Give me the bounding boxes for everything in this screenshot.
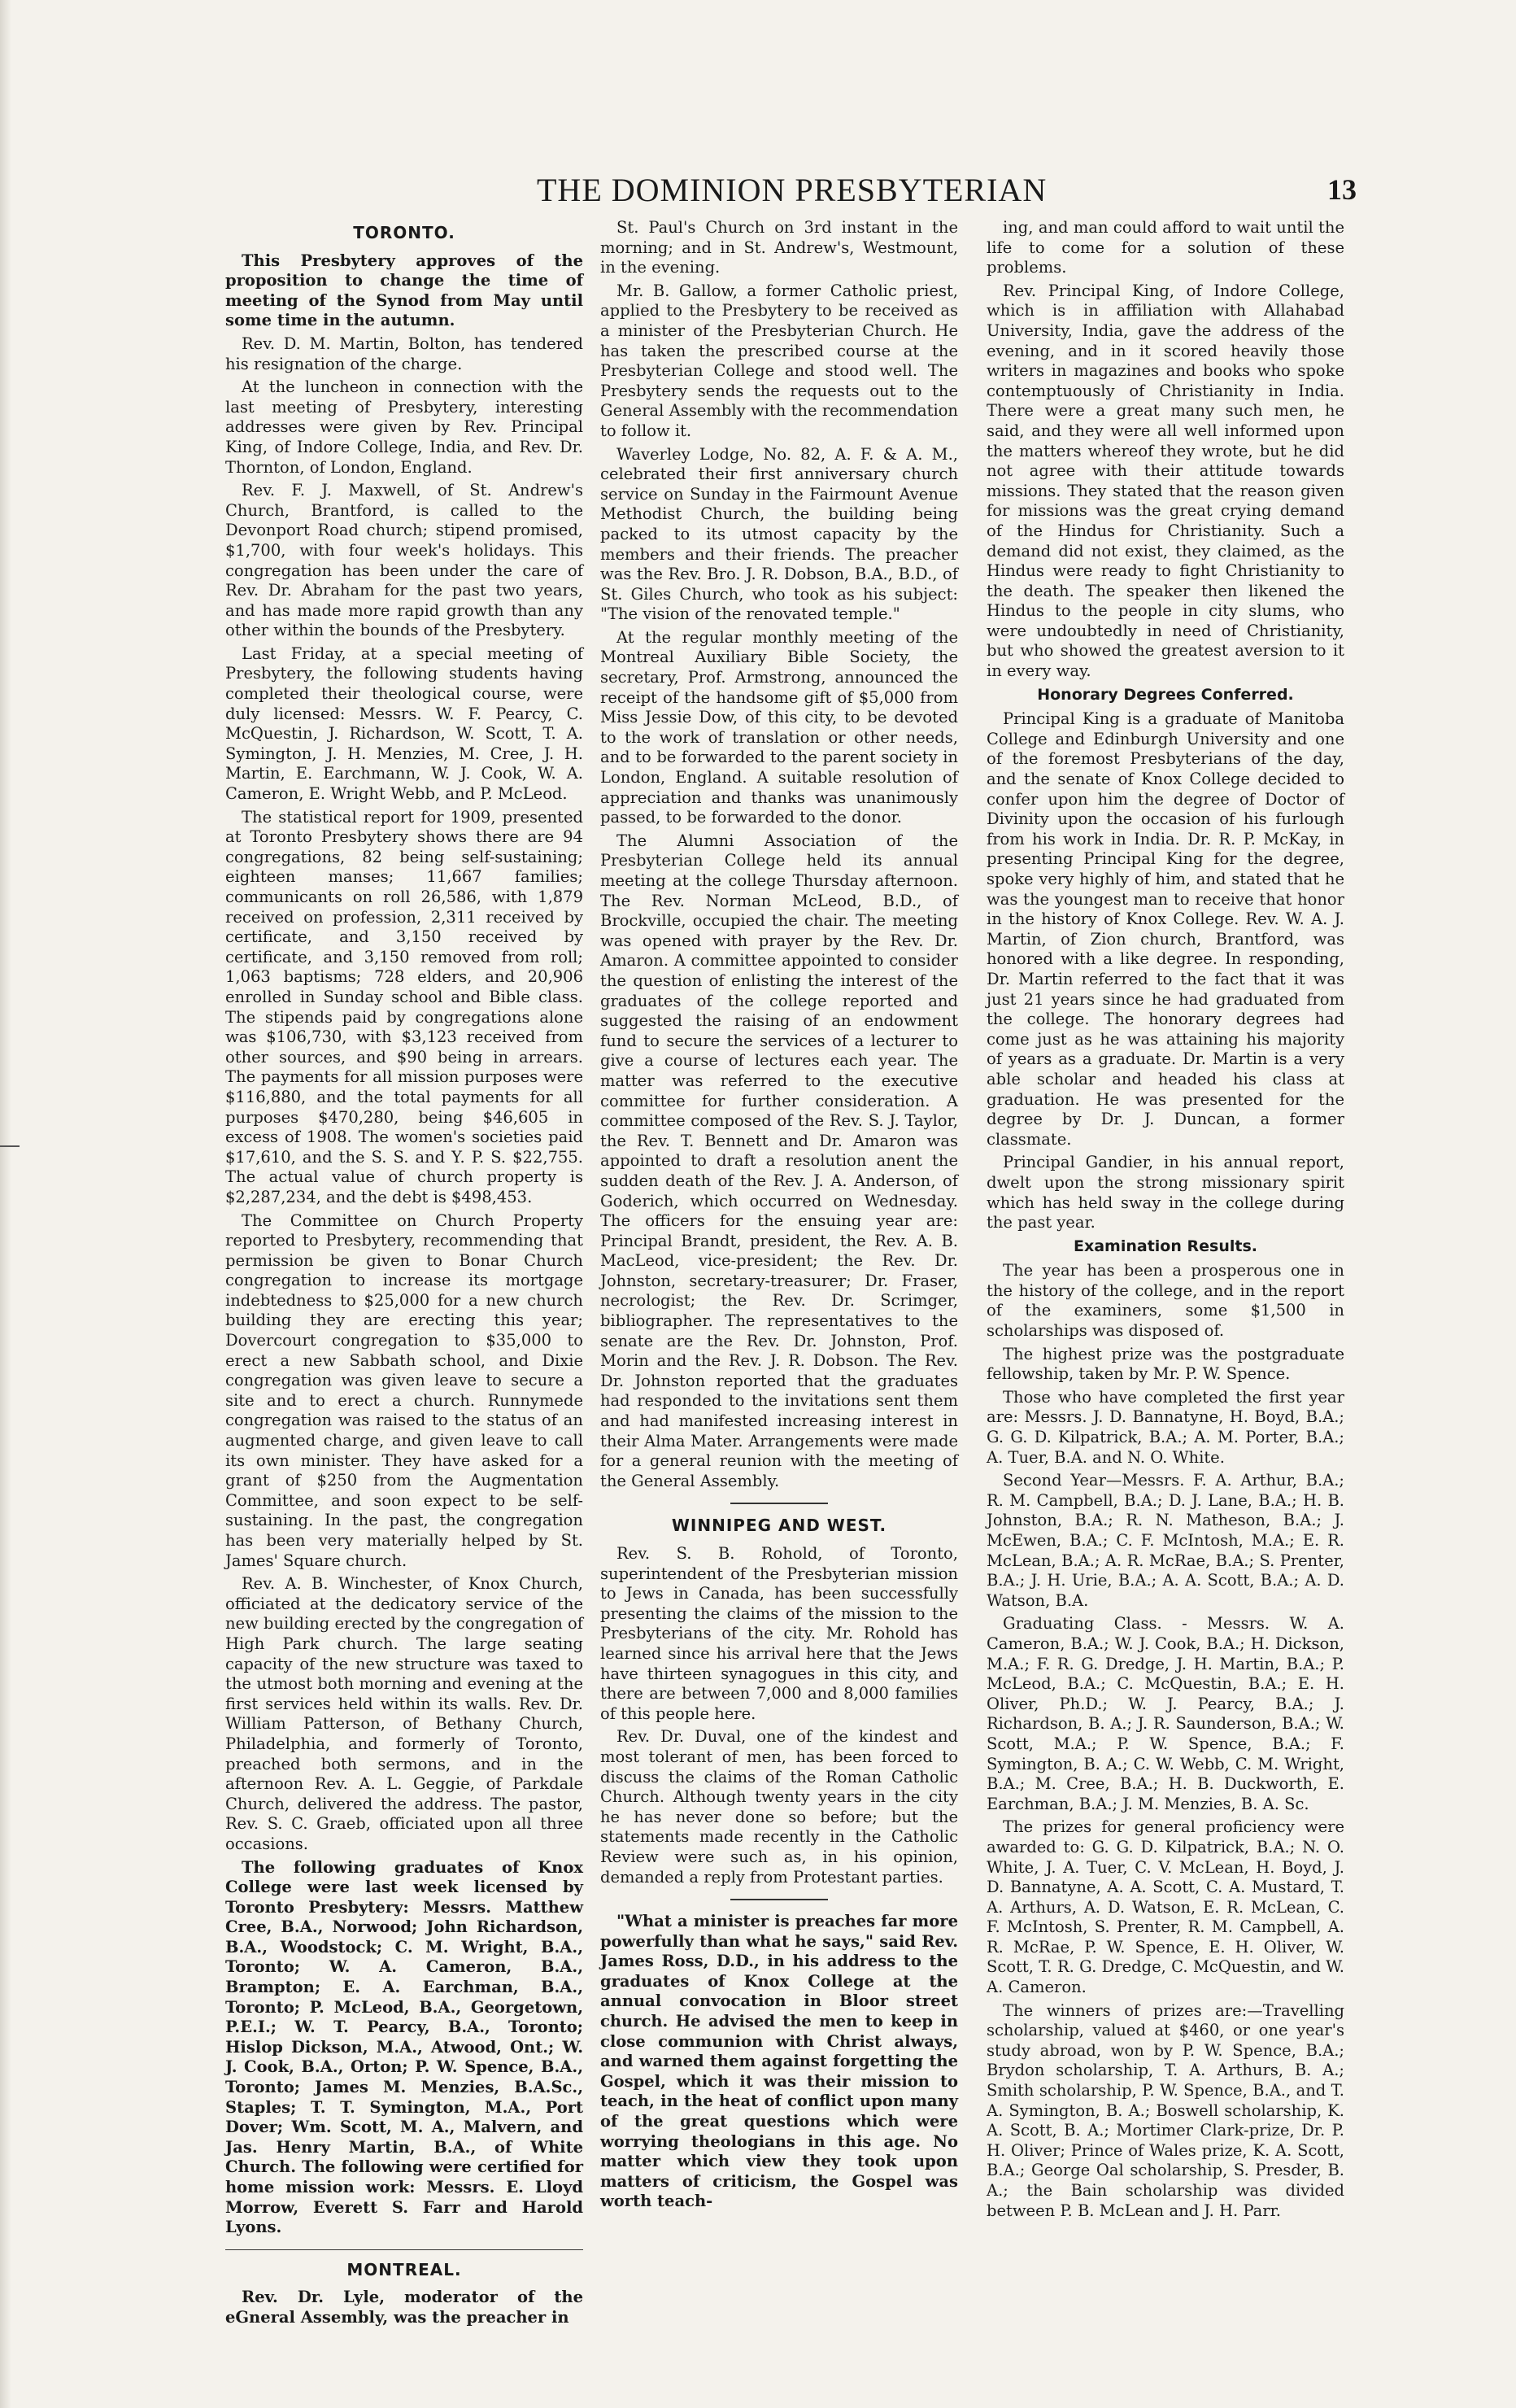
paragraph: The Alumni Association of the Presbyterian College held its annual meeting at the college Thursday afternoon. The Rev. Norman McLeod, B.D., of Brockville, occupied the chair. The meeting was opened with prayer by the Rev. Dr. Amaron. A committee appointed to consider the question of enlisting the interest of the graduates of the college reported and suggested the raising of an endowment fund to secure the services of a lecturer to give a course of lectures each year. The matter was referred to the executive committee for further consideration. A committee composed of the Rev. S. J. Taylor, the Rev. T. Bennett and Dr. Amaron was appointed to draft a resolution anent the sudden death of the Rev. J. A. Anderson, of Goderich, which occurred on Wednesday. The officers for the ensuing year are: Principal Brandt, president, the Rev. A. B. MacLeod, vice-president; the Rev. Dr. Johnston, secretary-treasurer; Dr. Fraser, necrologist; the Rev. Dr. Scrimger, bibliographer. The representatives to the senate are the Rev. Dr. Johnston, Prof. Morin and the Rev. J. R. Dobson. The Rev. Dr. Johnston reported that the graduates had responded to the invitations sent them and had manifested increasing interest in their Alma Mater. Arrangements were made for a general reunion with the meeting of the General Assembly. (600, 831, 958, 1490)
paragraph: Graduating Class. - Messrs. W. A. Cameron, B.A.; W. J. Cook, B.A.; H. Dickson, M.A.; F. R. G. Dredge, J. H. Martin, B.A.; P. McLeod, B.A.; C. McQuestin, B.A.; E. H. Oliver, Ph.D.; W. J. Pearcy, B.A.; J. Richardson, B. A.; J. R. Saunderson, B.A.; W. Scott, M.A.; P. W. Spence, B.A.; F. Symington, B. A.; C. W. Webb, C. M. Wright, B.A.; M. Cree, B.A.; H. B. Duckworth, E. Earchman, B.A.; J. M. Menzies, B. A. Sc. (987, 1614, 1344, 1813)
masthead: THE DOMINION PRESBYTERIAN (537, 172, 1048, 208)
paragraph: Rev. Dr. Lyle, moderator of the eGneral Assembly, was the preacher in (225, 2288, 583, 2327)
paragraph: Rev. S. B. Rohold, of Toronto, superintendent of the Presbyterian mission to Jews in Canada, has been successfully presenting the claims of the mission to the Presbyterians of the city. Mr. Rohold has learned since his arrival here that the Jews have thirteen synagogues in this city, and there are between 7,000 and 8,000 families of this people here. (600, 1544, 958, 1723)
paragraph: St. Paul's Church on 3rd instant in the morning; and in St. Andrew's, Westmount, in the evening. (600, 218, 958, 277)
paragraph: Last Friday, at a special meeting of Presbytery, the following students having completed their theological course, were duly licensed: Messrs. W. F. Pearcy, C. McQuestin, J. Richardson, W. Scott, T. A. Symington, J. H. Menzies, M. Cree, J. H. Martin, E. Earchmann, W. J. Cook, W. A. Cameron, E. Wright Webb, and P. McLeod. (225, 643, 583, 804)
paragraph: The statistical report for 1909, presented at Toronto Presbytery shows there are 94 congregations, 82 being self-sustaining; eighteen manses; 11,667 families; communicants on roll 26,586, with 1,879 received on profession, 2,311 received by certificate, and 3,150 received by certificate, and 3,150 removed from roll; 1,063 baptisms; 728 elders, and 20,906 enrolled in Sunday school and Bible class. The stipends paid by congregations alone was $106,730, with $3,123 received from other sources, and $90 being in arrears. The payments for all mission purposes were $116,880, and the total payments for all purposes $470,280, being $46,605 in excess of 1908. The women's societies paid $17,610, and the S. S. and Y. P. S. $22,755. The actual value of church property is $2,287,234, and the debt is $498,453. (225, 807, 583, 1206)
paragraph: Rev. F. J. Maxwell, of St. Andrew's Church, Brantford, is called to the Devonport Road church; stipend promised, $1,700, with four week's holidays. This congregation has been under the care of Rev. Dr. Abraham for the past two years, and has made more rapid growth than any other within the bounds of the Presbytery. (225, 481, 583, 640)
page-number: 13 (1327, 173, 1357, 206)
paragraph: Waverley Lodge, No. 82, A. F. & A. M., celebrated their first anniversary church service on Sunday in the Fairmount Avenue Methodist Church, the building being packed to its utmost capacity by the members and their friends. The preacher was the Rev. Bro. J. R. Dobson, B.A., B.D., of St. Giles Church, who took as his subject: "The vision of the renovated temple." (600, 444, 958, 624)
subheading-honorary-degrees: Honorary Degrees Conferred. (1037, 685, 1294, 704)
paragraph: Mr. B. Gallow, a former Catholic priest, applied to the Presbytery to be received as a minister of the Presbyterian Church. He has taken the prescribed course at the Presbyterian College and stood well. The Presbytery sends the requests out to the General Assembly with the recommendation to follow it. (600, 281, 958, 440)
section-heading-toronto: TORONTO. (353, 223, 455, 242)
column-1 (225, 218, 583, 2332)
column-2 (600, 218, 958, 2215)
subheading-examination-results: Examination Results. (1074, 1237, 1257, 1255)
paragraph: Principal Gandier, in his annual report, dwelt upon the strong missionary spirit which has held sway in the college during the past year. (987, 1153, 1344, 1232)
paragraph: The year has been a prosperous one in the history of the college, and in the report of the examiners, some $1,500 in scholarships was disposed of. (987, 1261, 1344, 1341)
column-3 (987, 218, 1344, 2224)
paragraph: Rev. Dr. Duval, one of the kindest and most tolerant of men, has been forced to discuss the claims of the Roman Catholic Church. Although twenty years in the city he has never done so before; but the statements made recently in the Catholic Review were such as, in his opinion, demanded a reply from Protestant parties. (600, 1727, 958, 1887)
paragraph: Rev. D. M. Martin, Bolton, has tendered his resignation of the charge. (225, 334, 583, 373)
section-divider (730, 1503, 828, 1504)
paragraph: Those who have completed the first year are: Messrs. J. D. Bannatyne, H. Boyd, B.A.; G. G. D. Kilpatrick, B.A.; A. M. Porter, B.A.; A. Tuer, B.A. and N. O. White. (987, 1387, 1344, 1467)
section-heading-winnipeg: WINNIPEG AND WEST. (671, 1516, 887, 1536)
paragraph: The winners of prizes are:—Travelling scholarship, valued at $460, or one year's study abroad, won by P. W. Spence, B.A.; Brydon scholarship, T. A. Arthurs, B. A.; Smith scholarship, P. W. Spence, B.A., and T. A. Symington, B. A.; Boswell scholarship, K. A. Scott, B. A.; Mortimer Clark-prize, Dr. P. H. Oliver; Prince of Wales prize, K. A. Scott, B.A.; George Oal scholarship, S. Presder, B. A.; the Bain scholarship was divided between P. B. McLean and J. H. Parr. (987, 2000, 1344, 2220)
paragraph: At the regular monthly meeting of the Montreal Auxiliary Bible Society, the secretary, Prof. Armstrong, announced the receipt of the handsome gift of $5,000 from Miss Jessie Dow, of this city, to be devoted to the work of translation or other needs, and to be forwarded to the parent society in London, England. A suitable resolution of appreciation and thanks was unanimously passed, to be forwarded to the donor. (600, 627, 958, 827)
paragraph: "What a minister is preaches far more powerfully than what he says," said Rev. James Ross, D.D., in his address to the graduates of Knox College at the annual convocation in Bloor street church. He advised the men to keep in close communion with Christ always, and warned them against forgetting the Gospel, which it was their mission to teach, in the heat of conflict upon many of the great questions which were worrying theologians in this age. No matter which view they took upon matters of criticism, the Gospel was worth teach- (600, 1912, 958, 2211)
section-heading-montreal: MONTREAL. (346, 2259, 462, 2279)
paragraph: The Committee on Church Property reported to Presbytery, recommending that permission be given to Bonar Church congregation to increase its mortgage indebtedness to $25,000 for a new church building they are erecting this year; Dovercourt congregation to $35,000 to erect a new Sabbath school, and Dixie congregation was given leave to secure a site and to erect a church. Runnymede congregation was raised to the status of an augmented charge, and given leave to call its own minister. They have asked for a grant of $250 from the Augmentation Committee, and soon expect to be self-sustaining. In the past, the congregation has been very materially helped by St. James' Square church. (225, 1211, 583, 1570)
paragraph: At the luncheon in connection with the last meeting of Presbytery, interesting addresses were given by Rev. Principal King, of Indore College, India, and Rev. Dr. Thornton, of London, England. (225, 377, 583, 477)
paragraph: The highest prize was the postgraduate fellowship, taken by Mr. P. W. Spence. (987, 1344, 1344, 1384)
paragraph: Second Year—Messrs. F. A. Arthur, B.A.; R. M. Campbell, B.A.; D. J. Lane, B.A.; H. B. Johnston, B.A.; R. N. Matheson, B.A.; J. McEwen, B.A.; C. F. McIntosh, M.A.; E. R. McLean, B.A.; A. R. McRae, B.A.; S. Prenter, B.A.; J. H. Urie, B.A.; A. A. Scott, B.A.; A. D. Watson, B.A. (987, 1471, 1344, 1610)
paragraph: Rev. Principal King, of Indore College, which is in affiliation with Allahabad University, India, gave the address of the evening, and in it scored heavily those writers in magazines and books who spoke contemptuously of Christianity in India. There were a great many such men, he said, and they were all well informed upon the matters whereof they wrote, but he did not agree with their attitude towards missions. They stated that the reason given for missions was the great crying demand of the Hindus for Christianity. Such a demand did not exist, they claimed, as the Hindus were ready to fight Christianity to the death. The speaker then likened the Hindus to the people in city slums, who were undoubtedly in need of Christianity, but who showed the greatest aversion to it in every way. (987, 281, 1344, 681)
page-edge (0, 0, 11, 2408)
paragraph: The following graduates of Knox College were last week licensed by Toronto Presbytery: Messrs. Matthew Cree, B.A., Norwood; John Richardson, B.A., Woodstock; C. M. Wright, B.A., Toronto; W. A. Cameron, B.A., Brampton; E. A. Earchman, B.A., Toronto; P. McLeod, B.A., Georgetown, P.E.I.; W. T. Pearcy, B.A., Toronto; Hislop Dickson, M.A., Atwood, Ont.; W. J. Cook, B.A., Orton; P. W. Spence, B.A., Toronto; James M. Menzies, B.A.Sc., Staples; T. T. Symington, M.A., Port Dover; Wm. Scott, M. A., Malvern, and Jas. Henry Martin, B.A., of White Church. The following were certified for home mission work: Messrs. E. Lloyd Morrow, Everett S. Farr and Harold Lyons. (225, 1857, 583, 2237)
paragraph: Rev. A. B. Winchester, of Knox Church, officiated at the dedicatory service of the new building erected by the congregation of High Park church. The large seating capacity of the new structure was taxed to the utmost both morning and evening at the first services held within its walls. Rev. Dr. William Patterson, of Bethany Church, Philadelphia, and formerly of Toronto, preached both sermons, and in the afternoon Rev. A. L. Geggie, of Parkdale Church, delivered the address. The pastor, Rev. S. C. Graeb, officiated upon all three occasions. (225, 1574, 583, 1853)
binder-mark (0, 1145, 20, 1147)
paragraph: This Presbytery approves of the proposition to change the time of meeting of the Synod from May until some time in the autumn. (225, 251, 583, 330)
paragraph: ing, and man could afford to wait until the life to come for a solution of these problems. (987, 218, 1344, 277)
section-divider (730, 1899, 828, 1900)
section-divider (225, 2249, 583, 2250)
paragraph: Principal King is a graduate of Manitoba College and Edinburgh University and one of the foremost Presbyterians of the day, and the senate of Knox College decided to confer upon him the degree of Doctor of Divinity upon the occasion of his furlough from his work in India. Dr. R. P. McKay, in presenting Principal King for the degree, spoke very highly of him, and stated that he was the youngest man to receive that honor in the history of Knox College. Rev. W. A. J. Martin, of Zion church, Brantford, was honored with a like degree. In responding, Dr. Martin referred to the fact that it was just 21 years since he had graduated from the college. The honorary degrees had come just as he was attaining his majority of years as a graduate. Dr. Martin is a very able scholar and headed his class at graduation. He was presented for the degree by Dr. J. Duncan, a former classmate. (987, 709, 1344, 1149)
paragraph: The prizes for general proficiency were awarded to: G. G. D. Kilpatrick, B.A.; N. O. White, J. A. Tuer, C. V. McLean, H. Boyd, J. D. Bannatyne, A. A. Scott, C. A. Mustard, T. A. Arthurs, A. D. Watson, E. R. McLean, C. F. McIntosh, S. Prenter, R. M. Campbell, A. R. McRae, P. W. Spence, E. H. Oliver, W. Scott, T. R. G. Dredge, C. McQuestin, and W. A. Cameron. (987, 1817, 1344, 1997)
